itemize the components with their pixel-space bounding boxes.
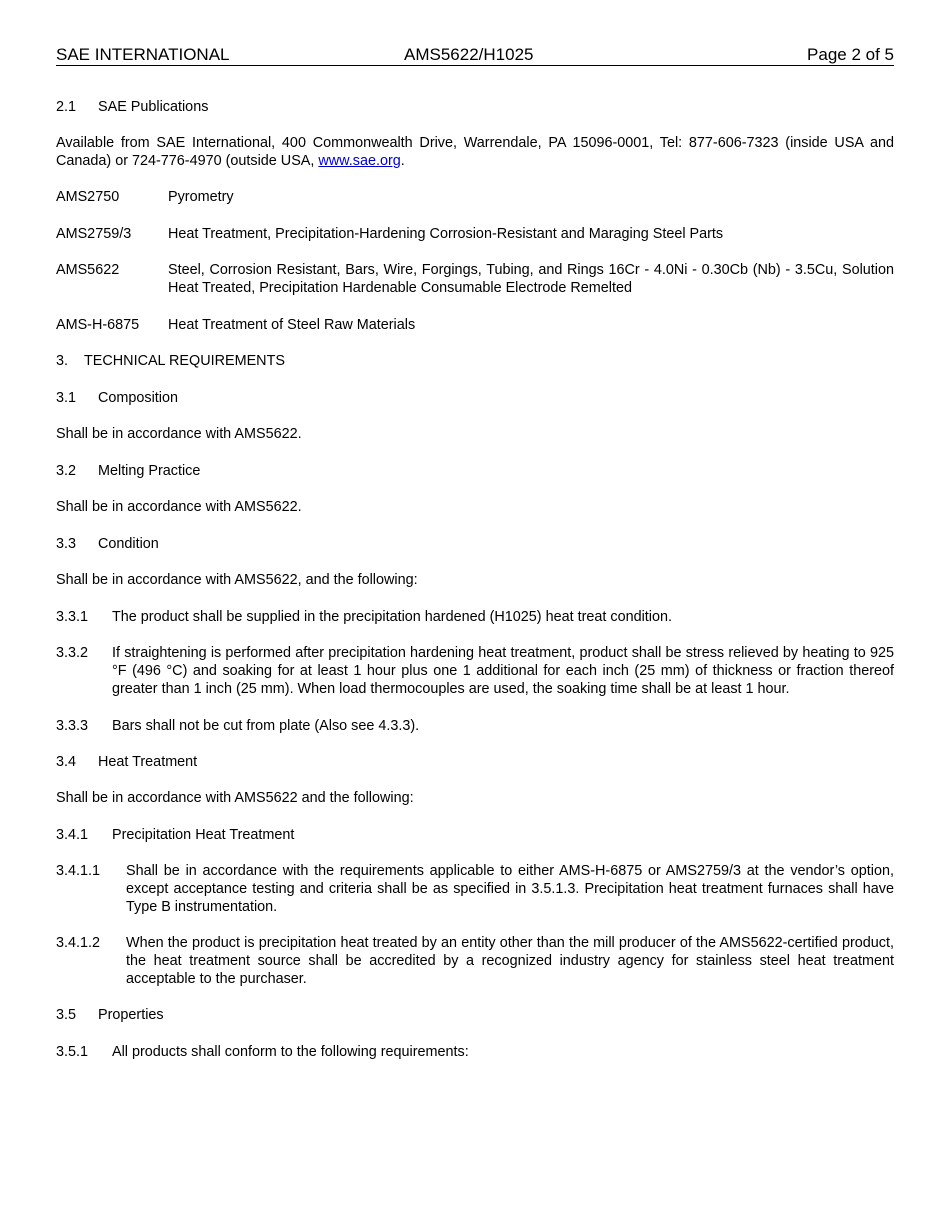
section-title: Composition — [98, 390, 178, 406]
section-number: 3.3.1 — [56, 609, 89, 625]
section-title: Properties — [98, 1007, 164, 1023]
section-title: Melting Practice — [98, 463, 201, 479]
reference-title: Steel, Corrosion Resistant, Bars, Wire, Forgings, Tubing, and Rings 16Cr - 4.0Ni - 0.30Cb (Nb) - 3.5Cu, Solution Heat Treated, Precipitation Hardenable Consumable Electrode Remelted — [168, 262, 894, 296]
section-number: 3.4 — [56, 754, 77, 770]
section-number: 3.4.1.1 — [56, 863, 101, 879]
section-body: When the product is precipitation heat treated by an entity other than the mill producer of the AMS5622-certified product, the heat treatment source shall be accredited by a recognized industry agency for stainless steel heat treatment acceptable to the purchaser. — [126, 935, 894, 987]
section-number: 3. — [56, 353, 69, 369]
section-number: 3.2 — [56, 463, 77, 479]
section-3-3-body: Shall be in accordance with AMS5622, and the following: — [56, 572, 418, 588]
section-title: SAE Publications — [98, 99, 209, 115]
reference-code: AMS5622 — [56, 262, 120, 278]
section-3-4-1-2 — [56, 934, 894, 988]
section-body: If straightening is performed after precipitation hardening heat treatment, product shall be stress relieved by heating to 925 °F (496 °C) and soaking for at least 1 hour plus one 1 additional for each inch (25 mm) of thickness or fraction thereof greater than 1 inch (25 mm). When load thermocouples are used, the soaking time shall be at least 1 hour. — [112, 645, 894, 697]
section-body: Shall be in accordance with the requirements applicable to either AMS-H-6875 or AMS2759/3 at the vendor’s option, except acceptance testing and criteria shall be as specified in 3.5.1.3. Precipitation heat treatment furnaces shall have Type B instrumentation. — [126, 863, 894, 915]
availability-text: Available from SAE International, 400 Commonwealth Drive, Warrendale, PA 15096-0001, Tel: 877-606-7323 (inside USA and Canada) or 724-776-4970 (outside USA, — [56, 135, 894, 169]
sae-website-link[interactable]: www.sae.org — [318, 153, 401, 169]
reference-title: Pyrometry — [168, 189, 234, 205]
section-3-2-body: Shall be in accordance with AMS5622. — [56, 499, 302, 515]
section-body: Bars shall not be cut from plate (Also see 4.3.3). — [112, 718, 420, 734]
section-3-3-2 — [56, 644, 894, 698]
reference-item — [56, 261, 894, 297]
reference-code: AMS2759/3 — [56, 226, 132, 242]
section-2-1-body — [56, 134, 894, 170]
section-number: 3.4.1 — [56, 827, 89, 843]
section-number: 2.1 — [56, 99, 77, 115]
section-number: 3.5 — [56, 1007, 77, 1023]
section-title: TECHNICAL REQUIREMENTS — [84, 353, 285, 369]
header-org: SAE INTERNATIONAL — [56, 45, 230, 64]
availability-text-end: . — [400, 153, 405, 169]
reference-item — [56, 316, 894, 334]
section-3-3-1 — [56, 608, 894, 626]
section-number: 3.3 — [56, 536, 77, 552]
section-3-3-3 — [56, 717, 894, 735]
section-title: Condition — [98, 536, 159, 552]
reference-code: AMS2750 — [56, 189, 120, 205]
section-number: 3.1 — [56, 390, 77, 406]
reference-title: Heat Treatment, Precipitation-Hardening Corrosion-Resistant and Maraging Steel Parts — [168, 226, 724, 242]
section-3-1-body: Shall be in accordance with AMS5622. — [56, 426, 302, 442]
section-title: Precipitation Heat Treatment — [112, 827, 295, 843]
section-number: 3.5.1 — [56, 1044, 89, 1060]
header-page-number: Page 2 of 5 — [807, 45, 894, 64]
section-3-4-body: Shall be in accordance with AMS5622 and the following: — [56, 790, 414, 806]
header-doc-id: AMS5622/H1025 — [404, 45, 534, 64]
reference-item — [56, 188, 894, 206]
reference-item — [56, 225, 894, 243]
section-3-5-1 — [56, 1043, 894, 1061]
reference-code: AMS-H-6875 — [56, 317, 140, 333]
section-number: 3.3.3 — [56, 718, 89, 734]
section-3-4-1-1 — [56, 862, 894, 916]
section-number: 3.4.1.2 — [56, 935, 101, 951]
section-number: 3.3.2 — [56, 645, 89, 661]
section-body: All products shall conform to the following requirements: — [112, 1044, 469, 1060]
section-body: The product shall be supplied in the precipitation hardened (H1025) heat treat condition. — [112, 609, 672, 625]
reference-title: Heat Treatment of Steel Raw Materials — [168, 317, 416, 333]
section-title: Heat Treatment — [98, 754, 198, 770]
page-header — [56, 45, 894, 66]
